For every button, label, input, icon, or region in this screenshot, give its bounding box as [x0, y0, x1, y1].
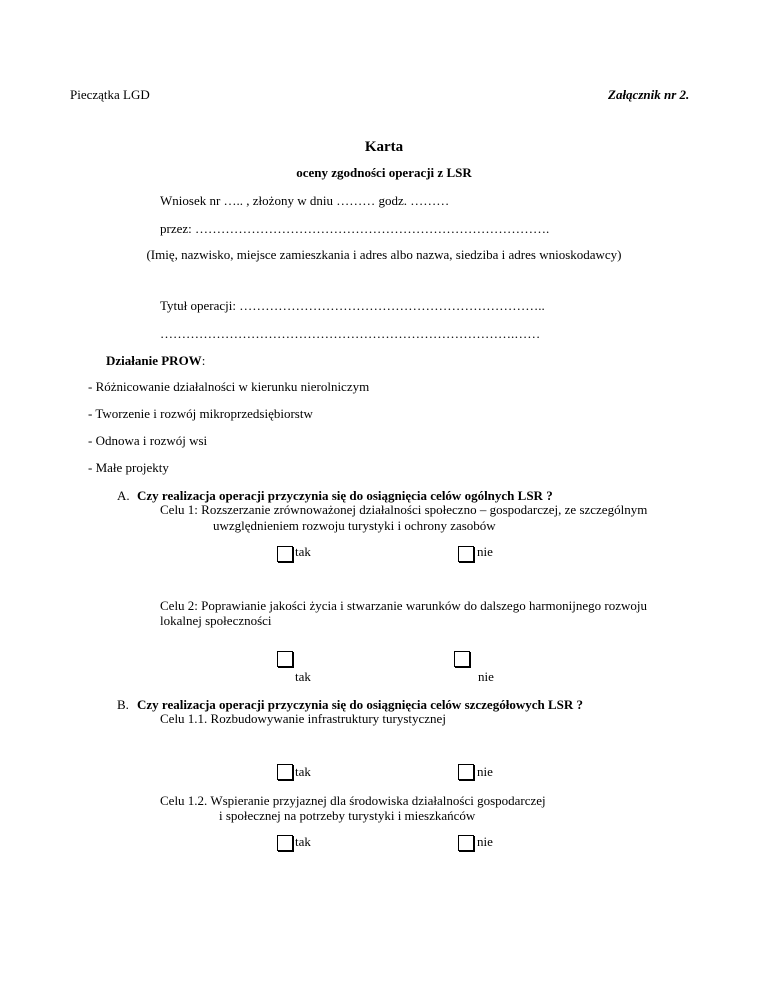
stamp-label: Pieczątka LGD	[70, 87, 150, 102]
goal-1-yes-checkbox[interactable]	[277, 546, 293, 562]
page-title: Karta	[364, 139, 404, 155]
prow-heading-colon: :	[201, 353, 206, 368]
goal-1-no-checkbox[interactable]	[458, 546, 474, 562]
goal-2-no-label: nie	[478, 669, 494, 684]
applicant-note: (Imię, nazwisko, miejsce zamieszkania i adres albo nazwa, siedziba i adres wnioskodawcy)	[146, 247, 622, 262]
goal-1-1-no-checkbox[interactable]	[458, 764, 474, 780]
goal-1-2-yes-label: tak	[295, 834, 311, 849]
goal-1-2-no-label: nie	[477, 834, 493, 849]
attachment-label: Załącznik nr 2.	[608, 87, 690, 102]
goal-2-line-1: Celu 2: Poprawianie jakości życia i stwarzanie warunków do dalszego harmonijnego rozwoju	[160, 598, 647, 613]
goal-1-1-no-label: nie	[477, 764, 493, 779]
section-b-question: Czy realizacja operacji przyczynia się do osiągnięcia celów szczegółowych LSR ?	[137, 697, 583, 712]
prow-item: - Różnicowanie działalności w kierunku nierolniczym	[88, 379, 370, 394]
operation-title-continuation: ……………………………………………………………………….……	[160, 326, 541, 341]
prow-heading-text: Działanie PROW	[106, 353, 202, 368]
goal-1-2-line-1: Celu 1.2. Wspieranie przyjaznej dla środowiska działalności gospodarczej	[160, 793, 546, 808]
goal-1-1-yes-checkbox[interactable]	[277, 764, 293, 780]
goal-1-line-2: uwzględnieniem rozwoju turystyki i ochrony zasobów	[213, 518, 496, 533]
applicant-line: przez: ……………………………………………………………………….	[160, 221, 550, 236]
goal-1-yes-label: tak	[295, 544, 311, 559]
prow-heading	[106, 353, 205, 369]
goal-1-1-line: Celu 1.1. Rozbudowywanie infrastruktury turystycznej	[160, 711, 446, 726]
prow-item: - Małe projekty	[88, 460, 169, 475]
operation-title-line: Tytuł operacji: ……………………………………………………………..	[160, 298, 545, 313]
goal-2-yes-checkbox[interactable]	[277, 651, 293, 667]
section-a-question: Czy realizacja operacji przyczynia się do osiągnięcia celów ogólnych LSR ?	[137, 488, 553, 503]
goal-1-line-1: Celu 1: Rozszerzanie zrównoważonej działalności społeczno – gospodarczej, ze szczególnym	[160, 502, 648, 517]
section-b-marker: B.	[117, 697, 129, 712]
section-a-marker: A.	[117, 488, 130, 503]
goal-2-yes-label: tak	[295, 669, 311, 684]
goal-1-1-yes-label: tak	[295, 764, 311, 779]
prow-item: - Tworzenie i rozwój mikroprzedsiębiorstw	[88, 406, 313, 421]
goal-2-no-checkbox[interactable]	[454, 651, 470, 667]
goal-1-2-yes-checkbox[interactable]	[277, 835, 293, 851]
goal-1-no-label: nie	[477, 544, 493, 559]
goal-1-2-no-checkbox[interactable]	[458, 835, 474, 851]
application-number-line: Wniosek nr ….. , złożony w dniu ……… godz. ………	[160, 193, 450, 208]
goal-1-2-line-2: i społecznej na potrzeby turystyki i mieszkańców	[219, 808, 476, 823]
prow-item: - Odnowa i rozwój wsi	[88, 433, 208, 448]
goal-2-line-2: lokalnej społeczności	[160, 613, 272, 628]
page-subtitle: oceny zgodności operacji z LSR	[296, 165, 472, 180]
